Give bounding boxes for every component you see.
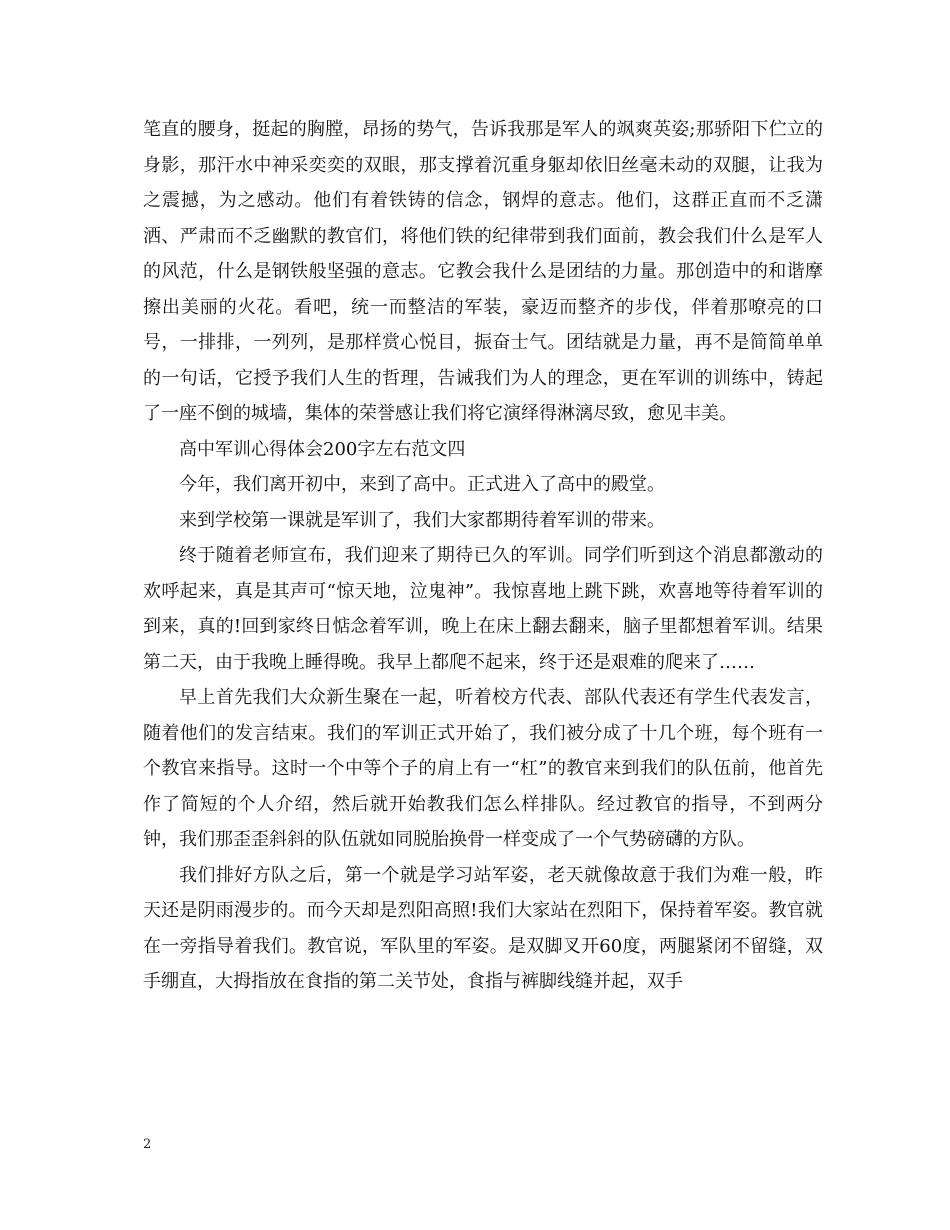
paragraph: 早上首先我们大众新生聚在一起，听着校方代表、部队代表还有学生代表发言，随着他们的发言结束。我们的军训正式开始了，我们被分成了十几个班，每个班有一个教官来指导。这时一个中等个子的肩上有一“杠”的教官来到我们的队伍前，他首先作了简短的个人介绍，然后就开始教我们怎么样排队。经过教官的指导，不到两分钟，我们那歪歪斜斜的队伍就如同脱胎换骨一样变成了一个气势磅礴的方队。 xyxy=(143,687,823,850)
paragraph: 来到学校第一课就是军训了，我们大家都期待着军训的带来。 xyxy=(179,509,665,531)
paragraph: 我们排好方队之后，第一个就是学习站军姿，老天就像故意于我们为难一般，昨天还是阴雨漫步的。而今天却是烈阳高照!我们大家站在烈阳下，保持着军姿。教官就在一旁指导着我们。教官说，军队里的军姿。是双脚叉开60度，两腿紧闭不留缝，双手绷直，大拇指放在食指的第二关节处，食指与裤脚线缝并起，双手 xyxy=(143,864,823,992)
page-number: 2 xyxy=(143,1137,152,1152)
document-body xyxy=(143,112,823,1000)
section-heading: 高中军训心得体会200字左右范文四 xyxy=(179,438,466,460)
paragraph: 今年，我们离开初中，来到了高中。正式进入了高中的殿堂。 xyxy=(179,474,665,495)
paragraph: 笔直的腰身，挺起的胸膛，昂扬的势气，告诉我那是军人的飒爽英姿;那骄阳下伫立的身影，那汗水中神采奕奕的双眼，那支撑着沉重身躯却依旧丝毫未动的双腿，让我为之震撼，为之感动。他们有着铁铸的信念，钢焊的意志。他们，这群正直而不乏潇洒、严肃而不乏幽默的教官们，将他们铁的纪律带到我们面前，教会我们什么是军人的风范，什么是钢铁般坚强的意志。它教会我什么是团结的力量。那创造中的和谐摩擦出美丽的火花。看吧，统一而整洁的军装，豪迈而整齐的步伐，伴着那嘹亮的口号，一排排，一列列，是那样赏心悦目，振奋士气。团结就是力量，再不是简简单单的一句话，它授予我们人生的哲理，告诫我们为人的理念，更在军训的训练中，铸起了一座不倒的城墙，集体的荣誉感让我们将它演绎得淋漓尽致，愈见丰美。 xyxy=(143,119,823,424)
paragraph: 终于随着老师宣布，我们迎来了期待已久的军训。同学们听到这个消息都激动的欢呼起来，真是其声可“惊天地，泣鬼神”。我惊喜地上跳下跳，欢喜地等待着军训的到来，真的!回到家终日惦念着军训，晚上在床上翻去翻来，脑子里都想着军训。结果第二天，由于我晚上睡得晚。我早上都爬不起来，终于还是艰难的爬来了…… xyxy=(143,545,823,673)
